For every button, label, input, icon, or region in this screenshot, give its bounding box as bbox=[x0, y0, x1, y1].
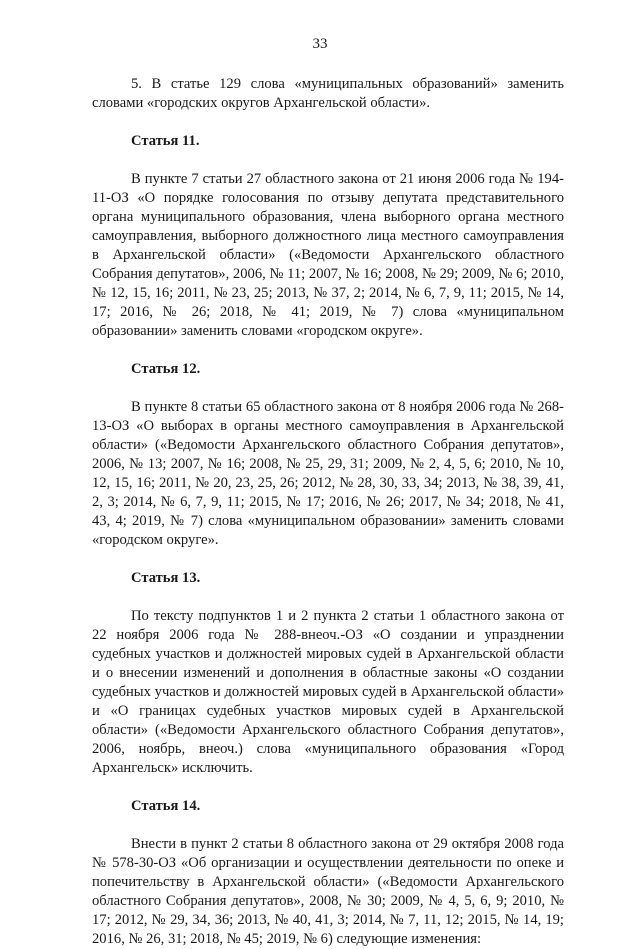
article-11-heading: Статья 11. bbox=[131, 133, 200, 149]
article-14-text: Внести в пункт 2 статьи 8 областного закона от 29 октября 2008 года № 578-30-ОЗ «Об организации и осуществлении деятельности по опеке и попечительству в Архангельской области» («Ведомости Архангельского областного Собрания депутатов», 2008, № 30; 2009, № 4, 5, 6, 9; 2010, № 17; 2012, № 29, 34, 36; 2013, № 40, 41, 3; 2014, № 7, 11, 12; 2015, № 14, 19; 2016, № 26, 31; 2018, № 45; 2019, № 6) следующие изменения: bbox=[92, 836, 564, 947]
article-12-heading: Статья 12. bbox=[131, 361, 201, 377]
article-12-text: В пункте 8 статьи 65 областного закона от 8 ноября 2006 года № 268-13-ОЗ «О выборах в органы местного самоуправления в Архангельской области» («Ведомости Архангельского областного Собрания депутатов», 2006, № 13; 2007, № 16; 2008, № 25, 29, 31; 2009, № 2, 4, 5, 6; 2010, № 10, 12, 15, 16; 2011, № 20, 23, 25, 26; 2012, № 28, 30, 33, 34; 2013, № 38, 39, 41, 2, 3; 2014, № 6, 7, 9, 11; 2015, № 17; 2016, № 26; 2017, № 34; 2018, № 41, 43, 4; 2019, № 7) слова «муниципальном образовании» заменить словами «городском округе». bbox=[92, 399, 564, 548]
article-13-text: По тексту подпунктов 1 и 2 пункта 2 статьи 1 областного закона от 22 ноября 2006 года № 288-внеоч.-ОЗ «О создании и упразднении судебных участков и должностей мировых судей в Архангельской области и о внесении изменений и дополнения в областные законы «О создании судебных участков и должностей мировых судей в Архангельской области» и «О границах судебных участков мировых судей в Архангельской области» («Ведомости Архангельского областного Собрания депутатов», 2006, ноябрь, внеоч.) слова «муниципального образования «Город Архангельск» исключить. bbox=[92, 608, 564, 776]
article-11-text: В пункте 7 статьи 27 областного закона от 21 июня 2006 года № 194-11-ОЗ «О порядке голосования по отзыву депутата представительного органа муниципального образования, члена выборного органа местного самоуправления, выборного должностного лица местного самоуправления в Архангельской области» («Ведомости Архангельского областного Собрания депутатов», 2006, № 11; 2007, № 16; 2008, № 29; 2009, № 6; 2010, № 12, 15, 16; 2011, № 23, 25; 2013, № 37, 2; 2014, № 6, 7, 9, 11; 2015, № 14, 17; 2016, № 26; 2018, № 41; 2019, № 7) слова «муниципальном образовании» заменить словами «городском округе». bbox=[92, 171, 564, 339]
article-14-heading: Статья 14. bbox=[131, 798, 201, 814]
page-number: 33 bbox=[312, 36, 328, 52]
article-13-heading: Статья 13. bbox=[131, 570, 201, 586]
document-body bbox=[92, 75, 564, 949]
paragraph-article10-item5: 5. В статье 129 слова «муниципальных образований» заменить словами «городских округов Архангельской области». bbox=[92, 76, 564, 111]
